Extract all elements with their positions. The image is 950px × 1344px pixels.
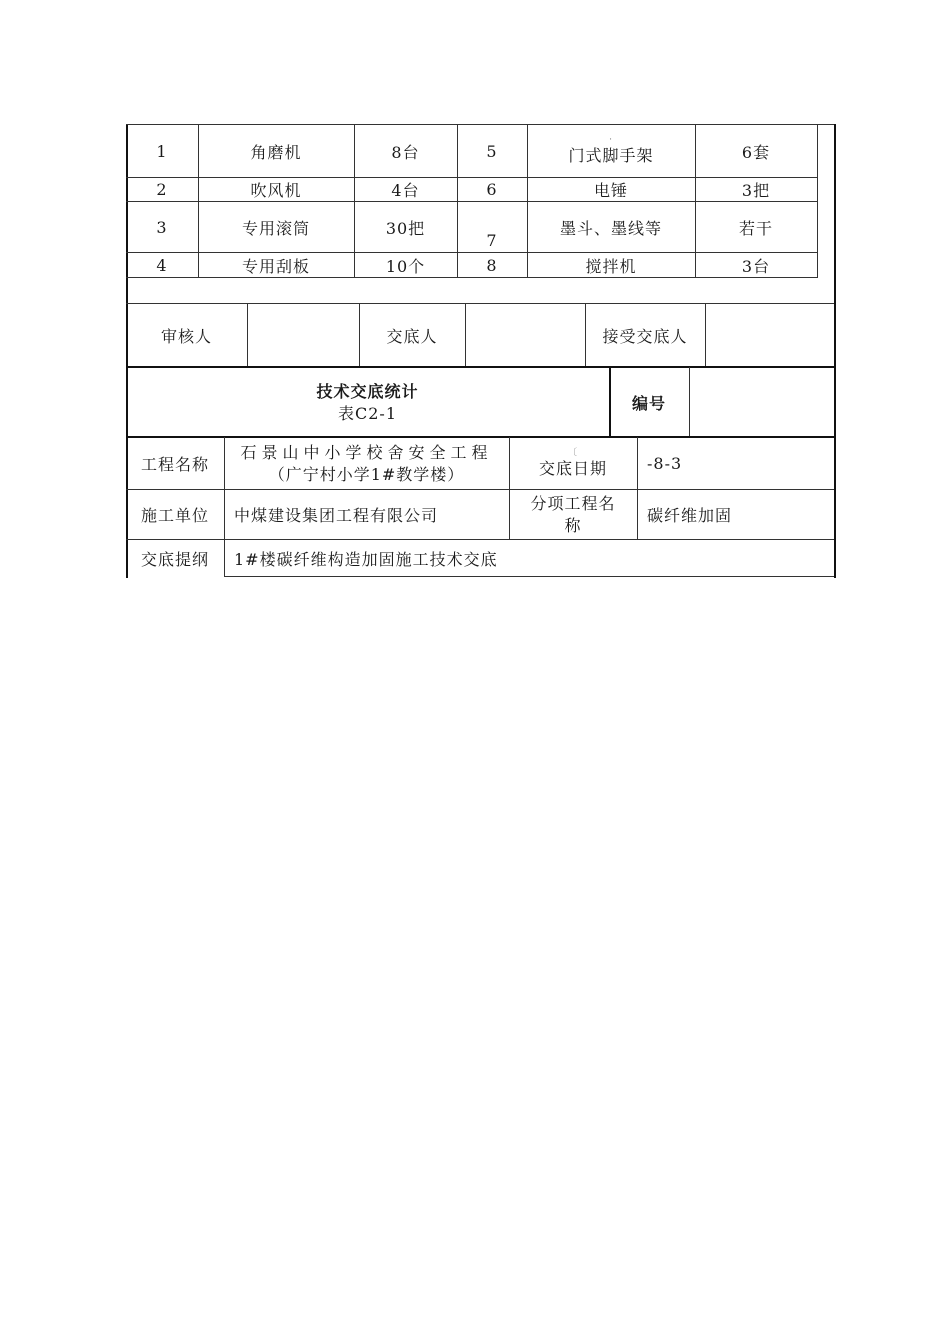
equipment-name-cell <box>527 125 695 177</box>
equipment-quantity: 6套 <box>741 142 771 162</box>
receiver-signature-field[interactable] <box>705 304 834 366</box>
construction-company-value[interactable]: 中煤建设集团工程有限公司 <box>234 506 439 525</box>
reviewer-signature-field[interactable] <box>247 304 359 366</box>
number-label: 编号 <box>631 394 666 413</box>
table-right-border <box>834 124 836 578</box>
project-name-value <box>224 438 509 489</box>
disclosure-date-label: 交底日期 <box>538 458 607 478</box>
row-number: 8 <box>486 255 498 275</box>
equipment-quantity: 3台 <box>741 256 771 276</box>
equipment-name: 搅拌机 <box>585 256 637 276</box>
form-title-block <box>126 369 609 436</box>
row-number: 6 <box>486 180 498 199</box>
equipment-name: 墨斗、墨线等 <box>559 218 662 238</box>
equipment-name: 专用滚筒 <box>241 218 310 238</box>
subitem-label-line1: 分项工程名 <box>530 493 616 513</box>
disclosure-outline-value[interactable]: 1#楼碳纤维构造加固施工技术交底 <box>234 549 498 569</box>
disclosure-date-label-cell <box>509 438 637 489</box>
row-number: 4 <box>156 255 168 275</box>
form-code: 表C2-1 <box>337 403 397 423</box>
project-name-line2: （广宁村小学1#教学楼） <box>268 464 465 484</box>
disclosure-date-value[interactable]: -8-3 <box>647 454 683 473</box>
project-name-label: 工程名称 <box>140 455 209 474</box>
construction-company-label: 施工单位 <box>140 506 209 525</box>
row-number: 3 <box>156 217 168 237</box>
row-number: 7 <box>486 231 498 250</box>
number-field[interactable] <box>689 369 834 436</box>
equipment-name: 吹风机 <box>250 181 302 200</box>
equipment-name: 门式脚手架 <box>568 146 654 165</box>
stray-mark: · <box>609 135 613 145</box>
equipment-quantity: 30把 <box>385 218 426 238</box>
subitem-label-line2: 称 <box>564 515 582 535</box>
equipment-name: 电锤 <box>593 181 628 200</box>
row-number: 5 <box>486 141 498 161</box>
row-number: 2 <box>156 180 168 199</box>
discloser-signature-field[interactable] <box>465 304 585 366</box>
reviewer-label: 审核人 <box>160 326 212 346</box>
equipment-quantity: 若干 <box>738 218 773 238</box>
equipment-quantity: 4台 <box>391 181 420 200</box>
discloser-label: 交底人 <box>386 326 438 346</box>
equipment-quantity: 8台 <box>391 142 420 162</box>
subitem-label <box>509 490 637 539</box>
equipment-name: 专用刮板 <box>241 256 310 276</box>
receiver-label: 接受交底人 <box>602 326 688 346</box>
equipment-name: 角磨机 <box>250 142 302 162</box>
equipment-quantity: 10个 <box>385 256 426 276</box>
row-number: 1 <box>156 141 168 161</box>
form-title: 技术交底统计 <box>316 381 419 401</box>
disclosure-outline-label: 交底提纲 <box>140 549 209 569</box>
project-name-line1: 石景山中小学校舍安全工程 <box>240 442 493 462</box>
subitem-value[interactable]: 碳纤维加固 <box>647 506 733 525</box>
equipment-quantity: 3把 <box>741 181 771 200</box>
stray-mark: 〔 <box>567 447 578 458</box>
